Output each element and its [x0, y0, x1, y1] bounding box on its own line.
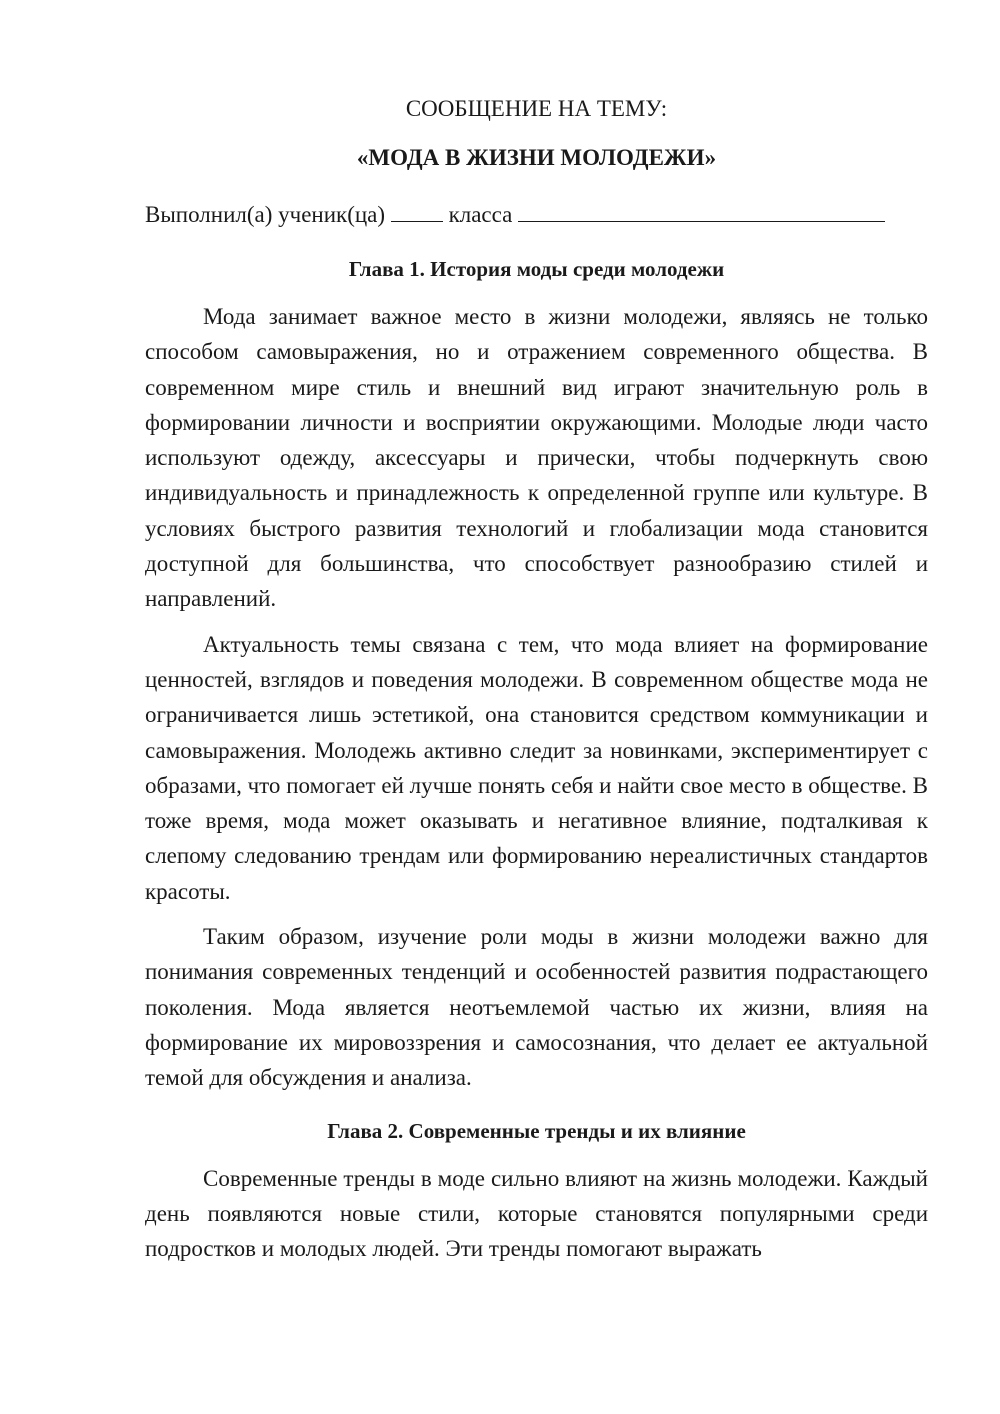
- chapter-1-paragraph-3: Таким образом, изучение роли моды в жизни молодежи важно для понимания современных тенденций и особенностей развития подрастающего поколения. Мода является неотъемлемой частью их жизни, влияя на формирование их мировоззрения и самосознания, что делает ее актуальной темой для обсуждения и анализа.: [145, 924, 928, 1091]
- chapter-2-paragraph-1: Современные тренды в моде сильно влияют на жизнь молодежи. Каждый день появляются новые стили, которые становятся популярными среди подростков и молодых людей. Эти тренды помогают выражать: [145, 1165, 928, 1262]
- student-name-blank: [518, 203, 885, 222]
- chapter-1-title: Глава 1. История моды среди молодежи: [348, 257, 725, 281]
- report-title: «МОДА В ЖИЗНИ МОЛОДЕЖИ»: [356, 145, 717, 170]
- chapter-1-paragraph-1: Мода занимает важное место в жизни молодежи, являясь не только способом самовыражения, но и отражением современного общества. В современном мире стиль и внешний вид играют значительную роль в формировании личности и восприятии окружающими. Молодые люди часто используют одежду, аксессуары и прически, чтобы подчеркнуть свою индивидуальность и принадлежность к определенной группе или культуре. В условиях быстрого развития технологий и глобализации мода становится доступной для большинства, что способствует разнообразию стилей и направлений.: [145, 304, 928, 612]
- chapter-2-title: Глава 2. Современные тренды и их влияние: [327, 1118, 746, 1143]
- author-line: [145, 198, 928, 232]
- chapter-1-paragraph-2: Актуальность темы связана с тем, что мода влияет на формирование ценностей, взглядов и поведения молодежи. В современном обществе мода не ограничивается лишь эстетикой, она становится средством коммуникации и самовыражения. Молодежь активно следит за новинками, экспериментирует с образами, что помогает ей лучше понять себя и найти свое место в обществе. В тоже время, мода может оказывать и негативное влияние, подталкивая к слепому следованию трендам или формированию нереалистичных стандартов красоты.: [145, 631, 928, 904]
- class-number-blank: [391, 203, 443, 222]
- author-middle: класса: [442, 202, 519, 227]
- author-prefix: Выполнил(а) ученик(ца): [145, 202, 391, 227]
- report-label: СООБЩЕНИЕ НА ТЕМУ:: [405, 96, 668, 121]
- document-body: [145, 92, 928, 1266]
